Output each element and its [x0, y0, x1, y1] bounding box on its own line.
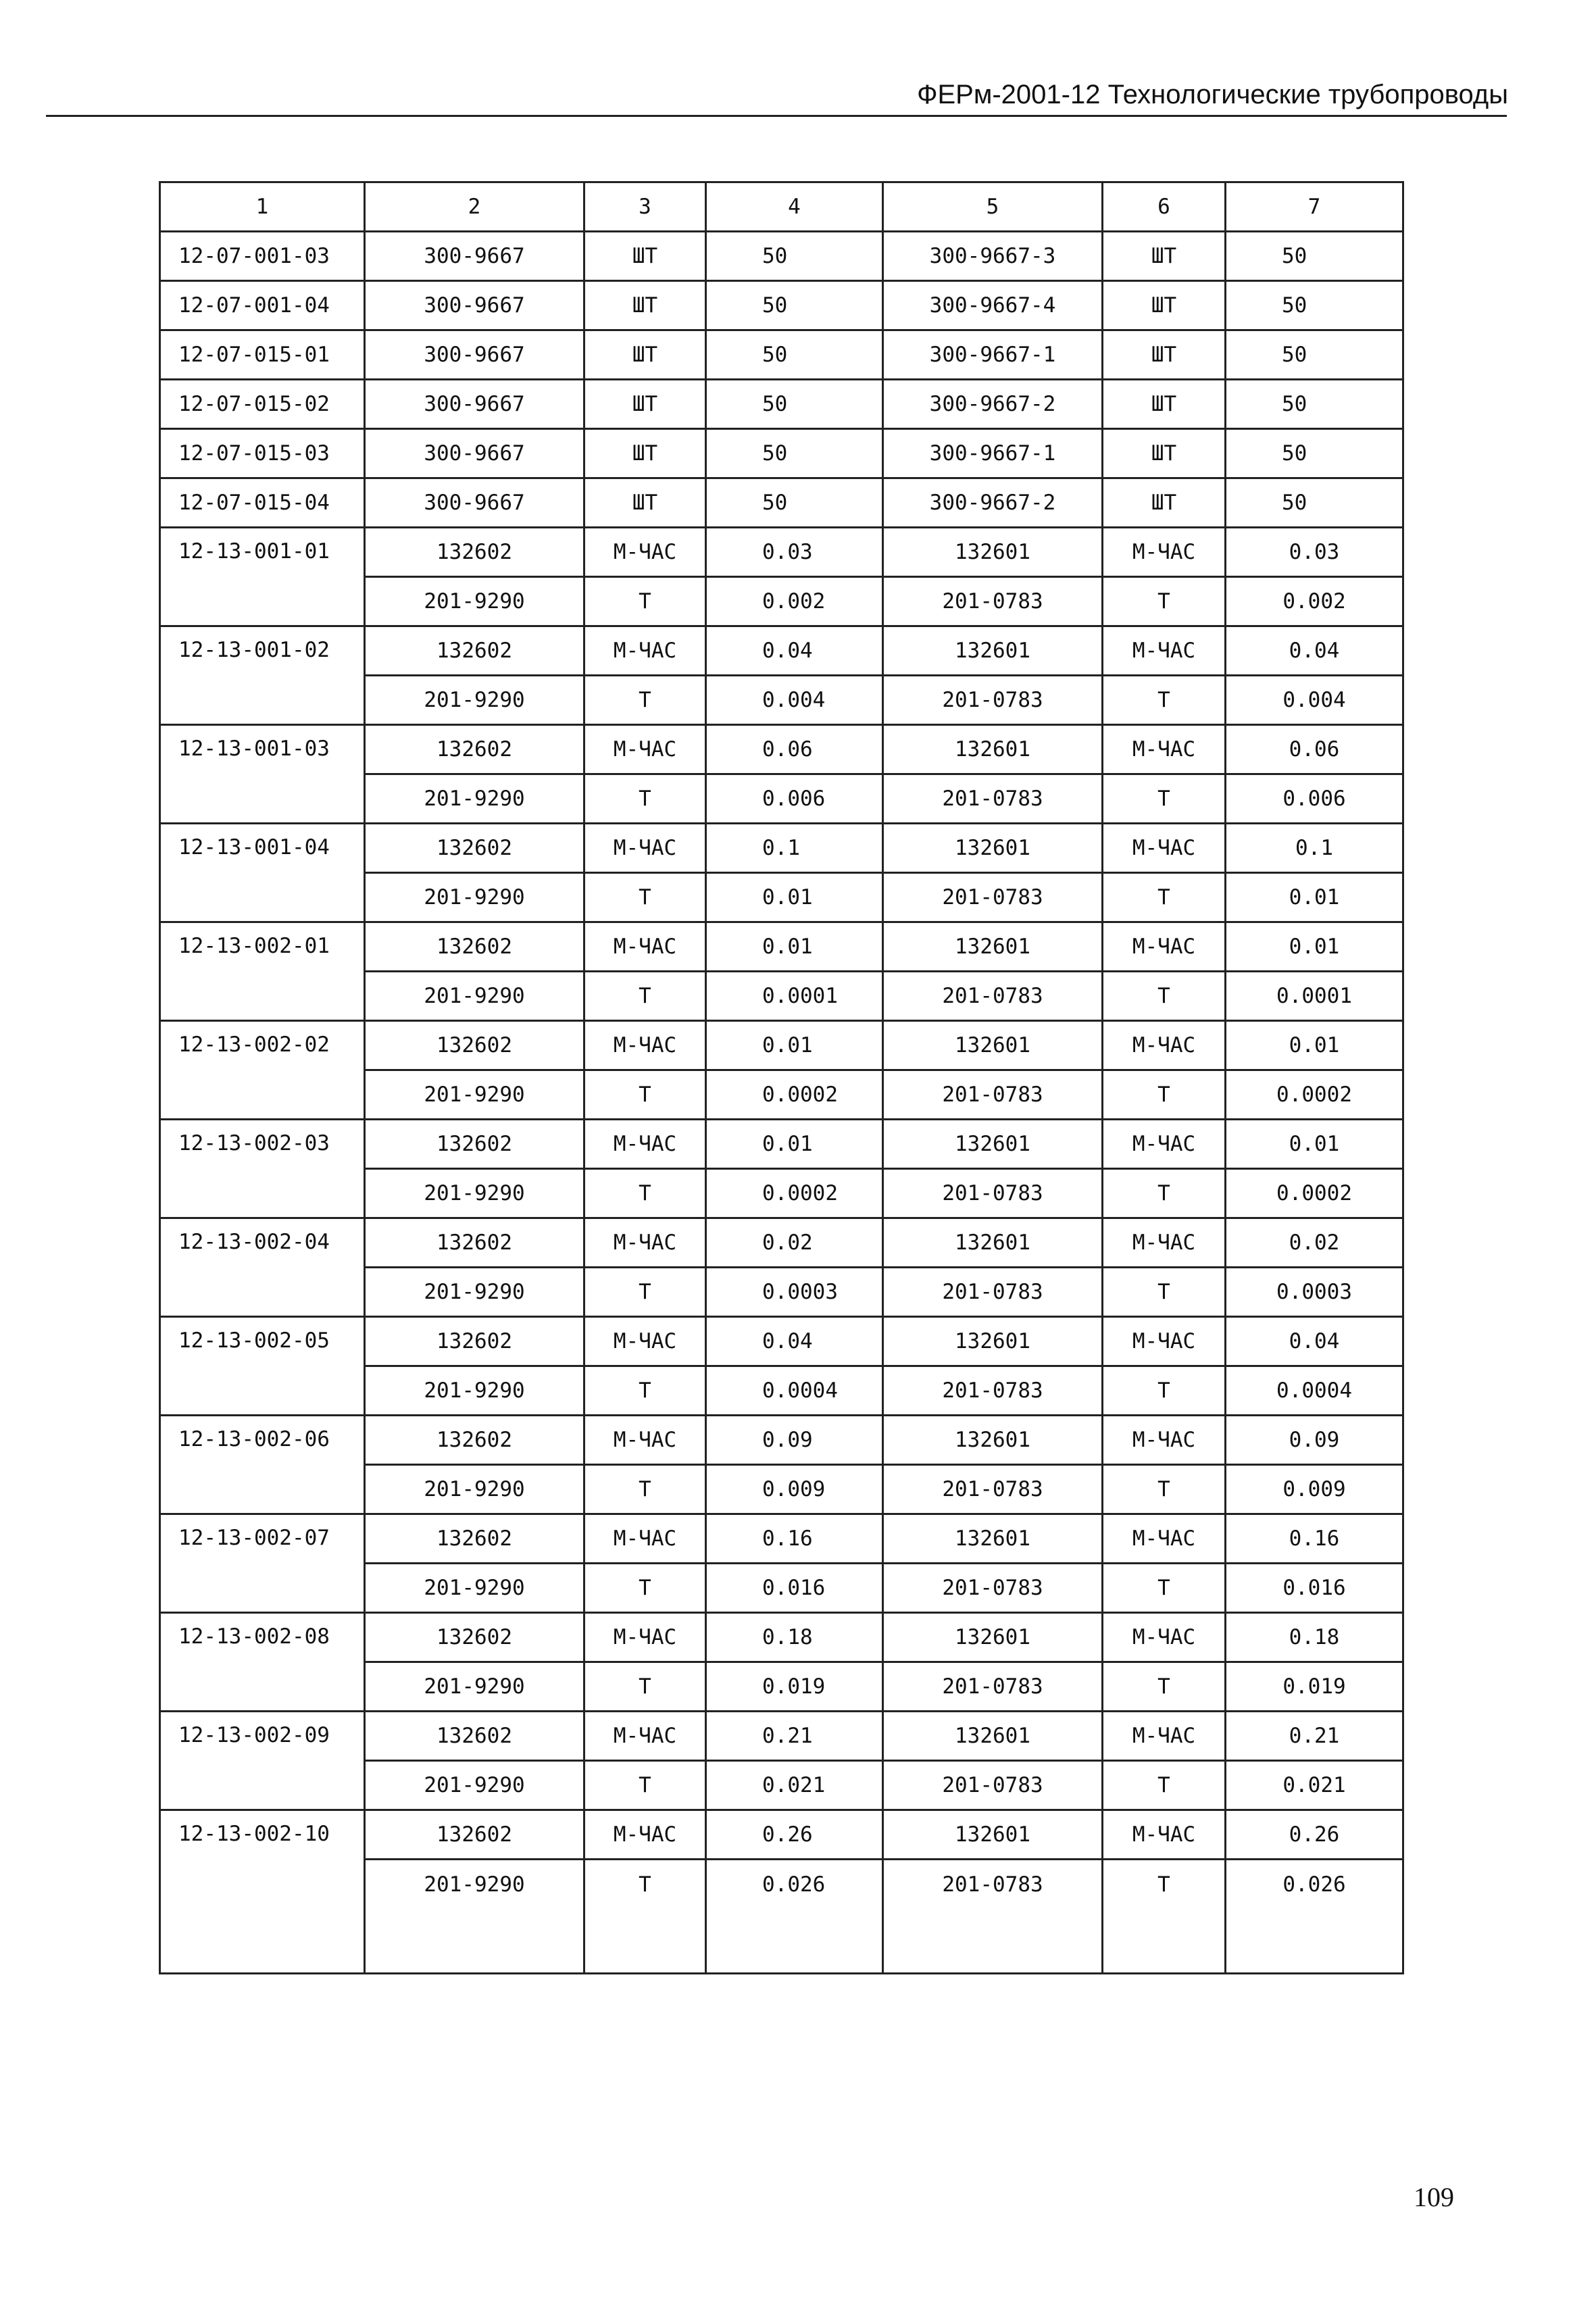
table-row [160, 1416, 1403, 1465]
quantity-new: 50 [1226, 281, 1403, 330]
quantity: 0.04 [706, 626, 883, 676]
resource-code-new: 300-9667-4 [883, 281, 1103, 330]
quantity-new: 0.02 [1226, 1218, 1403, 1268]
resource-code-new: 201-0783 [883, 1761, 1103, 1810]
unit-new: М-ЧАС [1103, 1120, 1226, 1169]
resource-code-new: 300-9667-1 [883, 429, 1103, 478]
resource-code-new: 132601 [883, 1317, 1103, 1366]
unit: ШТ [584, 380, 706, 429]
quantity: 0.02 [706, 1218, 883, 1268]
resource-code: 201-9290 [365, 1564, 584, 1613]
unit: ШТ [584, 232, 706, 281]
norm-code: 12-13-002-02 [160, 1021, 365, 1120]
quantity-new: 0.04 [1226, 1317, 1403, 1366]
resource-code-new: 201-0783 [883, 577, 1103, 626]
quantity-new: 0.03 [1226, 528, 1403, 577]
unit-new: Т [1103, 1860, 1226, 1974]
norm-code: 12-13-002-09 [160, 1712, 365, 1810]
resource-code: 132602 [365, 1021, 584, 1070]
resource-code-new: 132601 [883, 1613, 1103, 1662]
table-row [160, 1317, 1403, 1366]
unit: Т [584, 1169, 706, 1218]
resource-code-new: 132601 [883, 1120, 1103, 1169]
quantity: 0.016 [706, 1564, 883, 1613]
unit-new: Т [1103, 972, 1226, 1021]
resource-code: 300-9667 [365, 380, 584, 429]
norm-code: 12-13-002-05 [160, 1317, 365, 1416]
resource-code-new: 201-0783 [883, 873, 1103, 922]
quantity-new: 50 [1226, 330, 1403, 380]
resource-code-new: 132601 [883, 725, 1103, 774]
resource-code: 132602 [365, 626, 584, 676]
resource-code: 201-9290 [365, 1070, 584, 1120]
norm-code: 12-13-002-01 [160, 922, 365, 1021]
norm-code: 12-07-015-03 [160, 429, 365, 478]
quantity-new: 0.006 [1226, 774, 1403, 824]
unit: ШТ [584, 330, 706, 380]
resource-code: 132602 [365, 1416, 584, 1465]
quantity: 0.01 [706, 873, 883, 922]
unit: М-ЧАС [584, 1317, 706, 1366]
resource-code: 132602 [365, 922, 584, 972]
table-row [160, 1218, 1403, 1268]
unit-new: Т [1103, 1662, 1226, 1712]
resource-code-new: 201-0783 [883, 1662, 1103, 1712]
quantity-new: 0.002 [1226, 577, 1403, 626]
unit: ШТ [584, 281, 706, 330]
resource-code-new: 132601 [883, 1021, 1103, 1070]
unit-new: Т [1103, 577, 1226, 626]
table-row [160, 922, 1403, 972]
resource-code-new: 201-0783 [883, 972, 1103, 1021]
resource-code-new: 132601 [883, 528, 1103, 577]
resource-code: 300-9667 [365, 429, 584, 478]
column-number: 2 [365, 182, 584, 232]
unit: М-ЧАС [584, 1021, 706, 1070]
unit: М-ЧАС [584, 1712, 706, 1761]
norm-code: 12-13-002-03 [160, 1120, 365, 1218]
resource-code: 132602 [365, 1218, 584, 1268]
quantity-new: 50 [1226, 232, 1403, 281]
unit-new: М-ЧАС [1103, 824, 1226, 873]
quantity: 0.0002 [706, 1070, 883, 1120]
unit-new: М-ЧАС [1103, 528, 1226, 577]
table-row [160, 429, 1403, 478]
column-number: 1 [160, 182, 365, 232]
quantity: 0.002 [706, 577, 883, 626]
quantity: 0.01 [706, 1120, 883, 1169]
resource-code-new: 201-0783 [883, 676, 1103, 725]
unit-new: М-ЧАС [1103, 1613, 1226, 1662]
unit: Т [584, 1662, 706, 1712]
unit: Т [584, 676, 706, 725]
unit-new: М-ЧАС [1103, 1712, 1226, 1761]
table-row [160, 528, 1403, 577]
resource-code: 300-9667 [365, 281, 584, 330]
resource-code-new: 201-0783 [883, 1564, 1103, 1613]
unit-new: М-ЧАС [1103, 725, 1226, 774]
table-row [160, 1613, 1403, 1662]
quantity-new: 0.16 [1226, 1514, 1403, 1564]
unit: М-ЧАС [584, 1810, 706, 1860]
column-number: 7 [1226, 182, 1403, 232]
unit: Т [584, 774, 706, 824]
resource-code-new: 300-9667-2 [883, 478, 1103, 528]
resource-code-new: 132601 [883, 626, 1103, 676]
resource-code-new: 132601 [883, 1810, 1103, 1860]
quantity-new: 0.0001 [1226, 972, 1403, 1021]
page-number: 109 [1414, 2182, 1454, 2212]
unit-new: ШТ [1103, 429, 1226, 478]
unit-new: Т [1103, 1366, 1226, 1416]
table-row [160, 824, 1403, 873]
quantity: 50 [706, 281, 883, 330]
table-row [160, 281, 1403, 330]
resource-code-new: 201-0783 [883, 774, 1103, 824]
column-number: 5 [883, 182, 1103, 232]
norm-code: 12-13-001-02 [160, 626, 365, 725]
resource-code-new: 201-0783 [883, 1070, 1103, 1120]
column-number: 3 [584, 182, 706, 232]
quantity-new: 0.01 [1226, 873, 1403, 922]
norm-code: 12-07-015-04 [160, 478, 365, 528]
unit-new: Т [1103, 1465, 1226, 1514]
quantity: 0.09 [706, 1416, 883, 1465]
norm-code: 12-13-002-07 [160, 1514, 365, 1613]
unit: Т [584, 577, 706, 626]
resource-code-new: 201-0783 [883, 1169, 1103, 1218]
resource-code: 201-9290 [365, 1366, 584, 1416]
resource-code: 201-9290 [365, 1465, 584, 1514]
resource-code-new: 201-0783 [883, 1860, 1103, 1974]
quantity-new: 0.21 [1226, 1712, 1403, 1761]
unit-new: Т [1103, 1070, 1226, 1120]
resource-code: 132602 [365, 528, 584, 577]
unit-new: Т [1103, 676, 1226, 725]
resource-code-new: 132601 [883, 1218, 1103, 1268]
quantity-new: 0.026 [1226, 1860, 1403, 1974]
quantity-new: 0.09 [1226, 1416, 1403, 1465]
resource-code: 201-9290 [365, 873, 584, 922]
resource-code: 132602 [365, 1613, 584, 1662]
resource-code-new: 132601 [883, 824, 1103, 873]
resource-code: 201-9290 [365, 1860, 584, 1974]
unit-new: ШТ [1103, 232, 1226, 281]
resource-code-new: 300-9667-3 [883, 232, 1103, 281]
quantity-new: 0.01 [1226, 1120, 1403, 1169]
norm-code: 12-13-001-01 [160, 528, 365, 626]
quantity-new: 0.0002 [1226, 1070, 1403, 1120]
resource-code: 132602 [365, 1810, 584, 1860]
resource-code-new: 201-0783 [883, 1268, 1103, 1317]
resource-code: 132602 [365, 1120, 584, 1169]
unit-new: М-ЧАС [1103, 1810, 1226, 1860]
resource-code: 132602 [365, 1317, 584, 1366]
resource-code-new: 201-0783 [883, 1366, 1103, 1416]
unit: М-ЧАС [584, 824, 706, 873]
resource-code-new: 132601 [883, 1712, 1103, 1761]
resource-code: 300-9667 [365, 330, 584, 380]
quantity-new: 0.004 [1226, 676, 1403, 725]
quantity: 0.006 [706, 774, 883, 824]
quantity: 50 [706, 478, 883, 528]
unit: Т [584, 1465, 706, 1514]
resource-code: 201-9290 [365, 1761, 584, 1810]
quantity: 0.04 [706, 1317, 883, 1366]
resource-code: 132602 [365, 1514, 584, 1564]
running-header-title: ФЕРм-2001-12 Технологические трубопроводы [917, 80, 1508, 109]
table-row [160, 330, 1403, 380]
unit-new: Т [1103, 1761, 1226, 1810]
table-row [160, 1021, 1403, 1070]
resource-code: 300-9667 [365, 478, 584, 528]
quantity: 0.16 [706, 1514, 883, 1564]
unit: Т [584, 1761, 706, 1810]
norm-code: 12-07-001-03 [160, 232, 365, 281]
quantity: 0.06 [706, 725, 883, 774]
table-row [160, 725, 1403, 774]
quantity: 0.021 [706, 1761, 883, 1810]
unit: Т [584, 1268, 706, 1317]
resource-code-new: 300-9667-2 [883, 380, 1103, 429]
resource-code-new: 132601 [883, 922, 1103, 972]
header-rule [46, 115, 1507, 117]
norm-code: 12-13-001-04 [160, 824, 365, 922]
table-row [160, 1810, 1403, 1860]
quantity: 0.1 [706, 824, 883, 873]
resource-code: 132602 [365, 725, 584, 774]
unit-new: М-ЧАС [1103, 922, 1226, 972]
table-row [160, 380, 1403, 429]
resource-code-new: 300-9667-1 [883, 330, 1103, 380]
norm-code: 12-13-002-08 [160, 1613, 365, 1712]
quantity-new: 0.18 [1226, 1613, 1403, 1662]
unit: Т [584, 1564, 706, 1613]
unit-new: М-ЧАС [1103, 1416, 1226, 1465]
unit-new: ШТ [1103, 478, 1226, 528]
unit: ШТ [584, 478, 706, 528]
quantity: 0.26 [706, 1810, 883, 1860]
unit: Т [584, 873, 706, 922]
unit-new: Т [1103, 774, 1226, 824]
unit-new: М-ЧАС [1103, 1021, 1226, 1070]
norm-code: 12-13-001-03 [160, 725, 365, 824]
quantity: 0.03 [706, 528, 883, 577]
unit: М-ЧАС [584, 1613, 706, 1662]
table-row [160, 1514, 1403, 1564]
quantity: 0.18 [706, 1613, 883, 1662]
unit-new: М-ЧАС [1103, 1317, 1226, 1366]
resource-code: 132602 [365, 1712, 584, 1761]
quantity: 0.01 [706, 922, 883, 972]
norm-code: 12-07-001-04 [160, 281, 365, 330]
unit: М-ЧАС [584, 626, 706, 676]
unit: М-ЧАС [584, 528, 706, 577]
quantity: 50 [706, 380, 883, 429]
unit-new: М-ЧАС [1103, 626, 1226, 676]
quantity-new: 0.01 [1226, 1021, 1403, 1070]
resource-code: 201-9290 [365, 972, 584, 1021]
unit-new: Т [1103, 873, 1226, 922]
norm-code: 12-13-002-04 [160, 1218, 365, 1317]
quantity-new: 0.0004 [1226, 1366, 1403, 1416]
norm-code: 12-13-002-06 [160, 1416, 365, 1514]
quantity: 0.21 [706, 1712, 883, 1761]
resource-code: 132602 [365, 824, 584, 873]
resource-code: 201-9290 [365, 1268, 584, 1317]
table-row [160, 232, 1403, 281]
quantity-new: 0.0003 [1226, 1268, 1403, 1317]
resource-code: 300-9667 [365, 232, 584, 281]
quantity: 0.0002 [706, 1169, 883, 1218]
quantity: 0.01 [706, 1021, 883, 1070]
table-row [160, 1120, 1403, 1169]
unit-new: Т [1103, 1169, 1226, 1218]
quantity: 0.009 [706, 1465, 883, 1514]
column-number: 4 [706, 182, 883, 232]
quantity: 50 [706, 232, 883, 281]
quantity-new: 0.0002 [1226, 1169, 1403, 1218]
quantity-new: 0.06 [1226, 725, 1403, 774]
unit: Т [584, 1070, 706, 1120]
norm-code: 12-13-002-10 [160, 1810, 365, 1974]
quantity-new: 0.01 [1226, 922, 1403, 972]
unit: М-ЧАС [584, 1120, 706, 1169]
quantity-new: 50 [1226, 478, 1403, 528]
column-number-row [160, 182, 1403, 232]
resource-code: 201-9290 [365, 1169, 584, 1218]
unit: ШТ [584, 429, 706, 478]
unit: М-ЧАС [584, 1514, 706, 1564]
quantity: 0.019 [706, 1662, 883, 1712]
unit-new: М-ЧАС [1103, 1218, 1226, 1268]
quantity: 50 [706, 429, 883, 478]
quantity-new: 50 [1226, 429, 1403, 478]
resource-code: 201-9290 [365, 1662, 584, 1712]
quantity-new: 0.04 [1226, 626, 1403, 676]
norm-code: 12-07-015-02 [160, 380, 365, 429]
resource-code-new: 201-0783 [883, 1465, 1103, 1514]
resource-code-new: 132601 [883, 1514, 1103, 1564]
unit: Т [584, 1366, 706, 1416]
table-row [160, 626, 1403, 676]
quantity: 0.004 [706, 676, 883, 725]
unit-new: М-ЧАС [1103, 1514, 1226, 1564]
unit-new: Т [1103, 1268, 1226, 1317]
resource-code-new: 132601 [883, 1416, 1103, 1465]
norms-table [159, 181, 1404, 1974]
resource-code: 201-9290 [365, 774, 584, 824]
unit: Т [584, 1860, 706, 1974]
quantity-new: 0.019 [1226, 1662, 1403, 1712]
unit-new: ШТ [1103, 281, 1226, 330]
quantity-new: 0.021 [1226, 1761, 1403, 1810]
unit-new: ШТ [1103, 380, 1226, 429]
quantity: 0.0003 [706, 1268, 883, 1317]
unit: М-ЧАС [584, 725, 706, 774]
unit-new: ШТ [1103, 330, 1226, 380]
norm-code: 12-07-015-01 [160, 330, 365, 380]
quantity-new: 0.1 [1226, 824, 1403, 873]
resource-code: 201-9290 [365, 676, 584, 725]
unit: М-ЧАС [584, 1218, 706, 1268]
quantity: 0.026 [706, 1860, 883, 1974]
column-number: 6 [1103, 182, 1226, 232]
unit: Т [584, 972, 706, 1021]
table-row [160, 478, 1403, 528]
quantity: 0.0001 [706, 972, 883, 1021]
quantity-new: 0.016 [1226, 1564, 1403, 1613]
quantity: 50 [706, 330, 883, 380]
unit: М-ЧАС [584, 922, 706, 972]
unit-new: Т [1103, 1564, 1226, 1613]
quantity-new: 0.009 [1226, 1465, 1403, 1514]
unit: М-ЧАС [584, 1416, 706, 1465]
quantity: 0.0004 [706, 1366, 883, 1416]
quantity-new: 50 [1226, 380, 1403, 429]
table-row [160, 1712, 1403, 1761]
resource-code: 201-9290 [365, 577, 584, 626]
quantity-new: 0.26 [1226, 1810, 1403, 1860]
norms-table-body [160, 182, 1403, 1974]
